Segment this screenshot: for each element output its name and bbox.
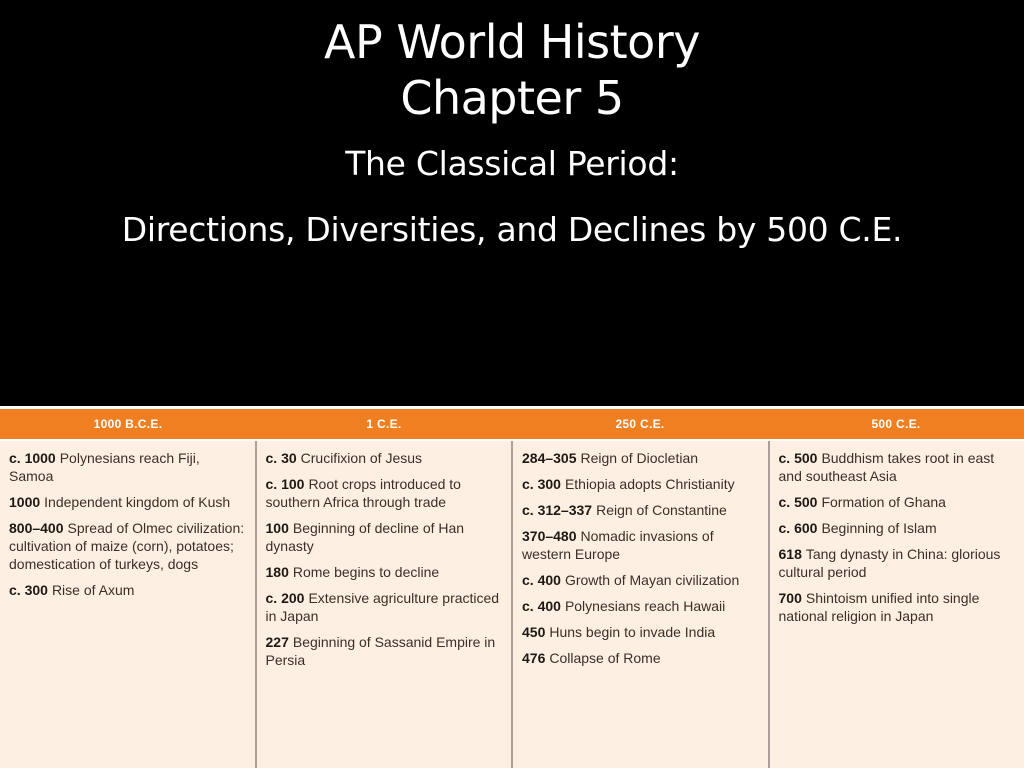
timeline-header-1000-bce: 1000 B.C.E. xyxy=(93,417,163,431)
timeline-event-date: 1000 xyxy=(9,494,41,510)
timeline-event-text: Tang dynasty in China: glorious cultural period xyxy=(778,546,1001,580)
timeline-event xyxy=(522,501,760,519)
timeline-event-date: 370–480 xyxy=(522,528,577,544)
timeline-event-text: Growth of Mayan civilization xyxy=(564,572,740,588)
timeline-event-text: Extensive agriculture practiced in Japan xyxy=(265,590,500,624)
timeline-event-text: Formation of Ghana xyxy=(821,494,946,510)
timeline-event-date: c. 400 xyxy=(522,598,561,614)
timeline-event-text: Rise of Axum xyxy=(51,582,135,598)
timeline-column-500-ce xyxy=(768,441,1024,768)
timeline-event-date: 800–400 xyxy=(9,520,64,536)
timeline-event xyxy=(522,527,760,563)
timeline-event-date: c. 600 xyxy=(778,520,818,536)
timeline-event-date: c. 1000 xyxy=(9,450,56,466)
slide-title-line-2: Chapter 5 xyxy=(400,71,624,125)
timeline-event-date: 476 xyxy=(522,650,546,666)
timeline-event xyxy=(779,545,1017,581)
timeline-event xyxy=(522,623,760,641)
timeline-header-1-ce: 1 C.E. xyxy=(366,417,402,431)
timeline-event xyxy=(266,475,504,511)
timeline-event xyxy=(522,649,760,667)
timeline-event-date: 227 xyxy=(265,634,289,650)
timeline-column-1-ce xyxy=(255,441,512,768)
timeline-event xyxy=(266,589,504,625)
timeline-event xyxy=(779,589,1017,625)
timeline-event-date: 284–305 xyxy=(522,450,577,466)
timeline-event xyxy=(522,597,760,615)
timeline-event-text: Reign of Constantine xyxy=(596,502,727,518)
timeline-event-date: c. 100 xyxy=(265,476,305,492)
timeline-event xyxy=(9,449,247,485)
timeline-event-text: Beginning of Islam xyxy=(821,520,937,536)
timeline-event-date: 450 xyxy=(522,624,546,640)
timeline-event xyxy=(522,475,760,493)
timeline-event-date: 180 xyxy=(265,564,289,580)
timeline-event xyxy=(266,633,504,669)
timeline-header-row xyxy=(0,409,1024,441)
timeline-event-date: c. 200 xyxy=(265,590,305,606)
timeline-event-date: c. 300 xyxy=(9,582,48,598)
timeline-event-text: Rome begins to decline xyxy=(292,564,440,580)
timeline-event-text: Independent kingdom of Kush xyxy=(44,494,231,510)
timeline-event-date: c. 300 xyxy=(522,476,561,492)
timeline-event-text: Beginning of Sassanid Empire in Persia xyxy=(265,634,496,668)
timeline-event-text: Crucifixion of Jesus xyxy=(300,450,423,466)
slide-title-line-1: AP World History xyxy=(324,15,700,69)
timeline-event xyxy=(522,571,760,589)
timeline-event-date: c. 500 xyxy=(778,450,818,466)
timeline-event-text: Spread of Olmec civilization: cultivation of maize (corn), potatoes; domestication of turkeys, dogs xyxy=(9,520,245,572)
title-block xyxy=(0,14,1024,248)
slide-subtitle-line-1: The Classical Period: xyxy=(345,144,679,183)
timeline-column-1000-bce xyxy=(0,441,255,768)
timeline-event-date: c. 500 xyxy=(778,494,818,510)
timeline-header-500-ce: 500 C.E. xyxy=(871,417,921,431)
slide-subtitle-line-2: Directions, Diversities, and Declines by 500 C.E. xyxy=(121,210,903,249)
timeline-table xyxy=(0,406,1024,768)
timeline-event xyxy=(9,493,247,511)
timeline-event-text: Root crops introduced to southern Africa through trade xyxy=(265,476,461,510)
timeline-event xyxy=(9,581,247,599)
timeline-event-date: c. 312–337 xyxy=(522,502,593,518)
timeline-event xyxy=(779,493,1017,511)
timeline-column-250-ce xyxy=(511,441,768,768)
timeline-event-date: c. 30 xyxy=(265,450,297,466)
timeline-event-text: Shintoism unified into single national religion in Japan xyxy=(778,590,980,624)
timeline-event-text: Collapse of Rome xyxy=(549,650,661,666)
timeline-event-date: 700 xyxy=(778,590,802,606)
timeline-event-text: Polynesians reach Hawaii xyxy=(564,598,726,614)
timeline-header-250-ce: 250 C.E. xyxy=(615,417,665,431)
timeline-event-date: 618 xyxy=(778,546,802,562)
timeline-event xyxy=(779,519,1017,537)
timeline-event-text: Ethiopia adopts Christianity xyxy=(564,476,735,492)
timeline-event-text: Buddhism takes root in east and southeast Asia xyxy=(778,450,995,484)
timeline-event xyxy=(266,519,504,555)
timeline-event-text: Polynesians reach Fiji, Samoa xyxy=(9,450,200,484)
timeline-event-text: Beginning of decline of Han dynasty xyxy=(265,520,465,554)
timeline-event-text: Reign of Diocletian xyxy=(580,450,699,466)
timeline-event-text: Huns begin to invade India xyxy=(549,624,716,640)
timeline-event xyxy=(779,449,1017,485)
timeline-body xyxy=(0,441,1024,768)
timeline-event xyxy=(266,563,504,581)
timeline-event-date: c. 400 xyxy=(522,572,561,588)
timeline-event xyxy=(9,519,247,573)
timeline-event-text: Nomadic invasions of western Europe xyxy=(522,528,714,562)
timeline-event xyxy=(522,449,760,467)
timeline-event-date: 100 xyxy=(265,520,289,536)
timeline-event xyxy=(266,449,504,467)
